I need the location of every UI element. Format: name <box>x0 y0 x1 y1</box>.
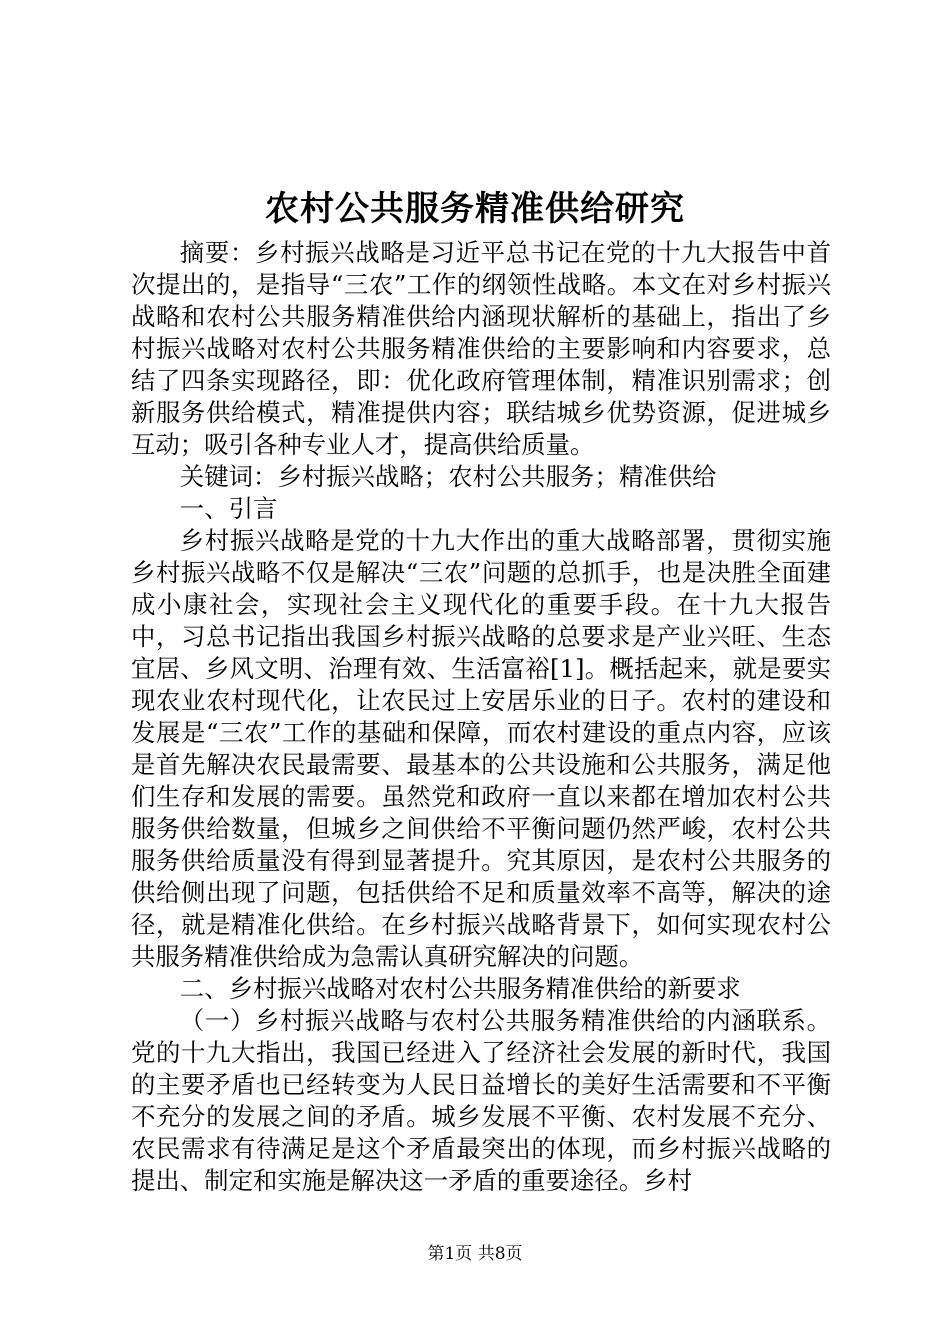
introduction-paragraph: 乡村振兴战略是党的十九大作出的重大战略部署，贯彻实施乡村振兴战略不仅是解决“三农”问题的总抓手，也是决胜全面建成小康社会，实现社会主义现代化的重要手段。在十九大报告中，习总书记指出我国乡村振兴战略的总要求是产业兴旺、生态宜居、乡风文明、治理有效、生活富裕[1]。概括起来，就是要实现农业农村现代化，让农民过上安居乐业的日子。农村的建设和发展是“三农”工作的基础和保障，而农村建设的重点内容，应该是首先解决农民最需要、最基本的公共设施和公共服务，满足他们生存和发展的需要。虽然党和政府一直以来都在增加农村公共服务供给数量，但城乡之间供给不平衡问题仍然严峻，农村公共服务供给质量没有得到显著提升。究其原因，是农村公共服务的供给侧出现了问题，包括供给不足和质量效率不高等，解决的途径，就是精准化供给。在乡村振兴战略背景下，如何实现农村公共服务精准供给成为急需认真研究解决的问题。 <box>131 526 831 971</box>
section-heading-requirements: 二、乡村振兴战略对农村公共服务精准供给的新要求 <box>179 974 741 1003</box>
abstract-paragraph: 摘要：乡村振兴战略是习近平总书记在党的十九大报告中首次提出的，是指导“三农”工作的纲领性战略。本文在对乡村振兴战略和农村公共服务精准供给内涵现状解析的基础上，指出了乡村振兴战略对农村公共服务精准供给的主要影响和内容要求，总结了四条实现路径，即：优化政府管理体制，精准识别需求；创新服务供给模式，精准提供内容；联结城乡优势资源，促进城乡互动；吸引各种专业人才，提高供给质量。 <box>131 238 831 459</box>
keywords-paragraph: 关键词：乡村振兴战略；农村公共服务；精准供给 <box>179 462 717 491</box>
subsection-paragraph: （一）乡村振兴战略与农村公共服务精准供给的内涵联系。党的十九大指出，我国已经进入了经济社会发展的新时代，我国的主要矛盾也已经转变为人民日益增长的美好生活需要和不平衡不充分的发展之间的矛盾。城乡发展不平衡、农村发展不充分、农民需求有待满足是这个矛盾最突出的体现，而乡村振兴战略的提出、制定和实施是解决这一矛盾的重要途径。乡村 <box>131 1006 831 1195</box>
page-footer: 第1页 共8页 <box>427 1244 523 1264</box>
section-heading-introduction: 一、引言 <box>179 494 278 523</box>
document-title: 农村公共服务精准供给研究 <box>265 189 685 229</box>
document-body <box>131 237 831 1197</box>
